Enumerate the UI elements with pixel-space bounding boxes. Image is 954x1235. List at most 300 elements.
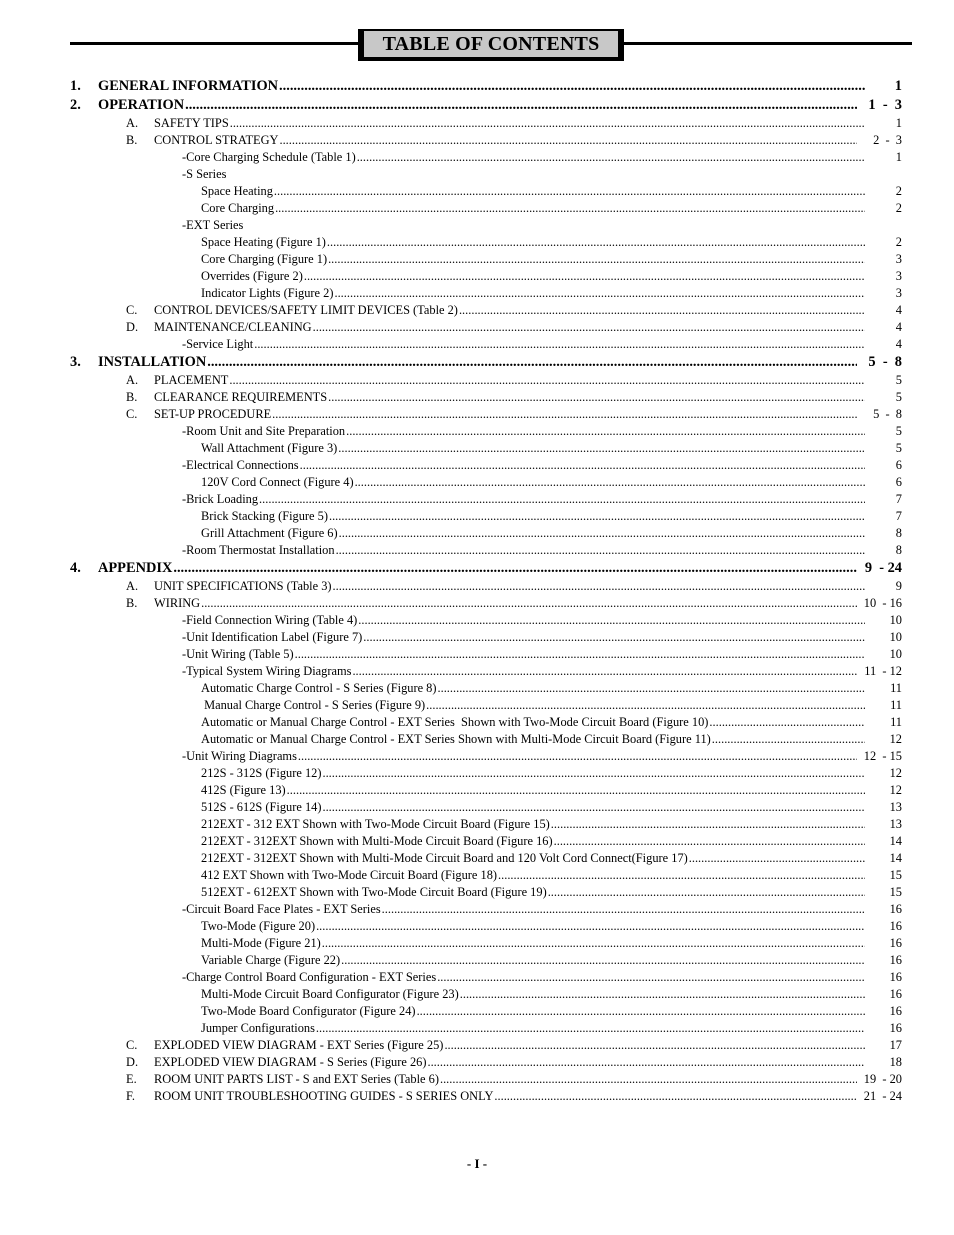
toc-entry[interactable] [0,337,954,354]
dot-leader [185,97,857,114]
toc-entry-title: UNIT SPECIFICATIONS (Table 3) [154,579,332,593]
toc-entry-text-wrap [201,441,866,456]
toc-entry-text-wrap [182,970,866,985]
toc-entry[interactable] [0,1072,954,1089]
toc-entry[interactable] [0,1055,954,1072]
toc-entry-page: 10 [889,630,902,644]
toc-entry[interactable] [0,987,954,1004]
toc-entry[interactable] [0,441,954,458]
toc-entry-text-wrap [201,681,866,696]
dot-leader [417,1004,865,1019]
toc-entry-page: 16 [889,919,902,933]
toc-entry[interactable] [0,1021,954,1038]
dot-leader [207,354,857,371]
toc-entry-text-wrap [201,252,866,267]
toc-entry[interactable] [0,834,954,851]
dot-leader [382,902,865,917]
toc-entry-text-wrap [201,475,866,490]
toc-entry-text-wrap [201,732,866,747]
toc-entry-title: -Brick Loading [182,492,259,506]
toc-entry-page: 16 [889,1004,902,1018]
toc-entry-page: 2 - 3 [873,133,902,147]
toc-entry[interactable] [0,681,954,698]
toc-entry-title: 512S - 612S (Figure 14) [201,800,322,814]
toc-entry-text-wrap [201,1021,866,1036]
toc-entry-text-wrap [154,596,858,611]
toc-entry-text-wrap [201,953,866,968]
toc-entry-title: EXPLODED VIEW DIAGRAM - S Series (Figure 26) [154,1055,427,1069]
toc-entry[interactable] [0,407,954,424]
toc-entry-title: -Unit Wiring (Table 5) [182,647,294,661]
page-number-footer: - I - [466,1156,488,1171]
toc-entry[interactable] [0,373,954,390]
toc-entry-title: GENERAL INFORMATION [98,78,279,94]
toc-entry-title: 212EXT - 312 EXT Shown with Two-Mode Circuit Board (Figure 15) [201,817,550,831]
dot-leader [327,235,865,250]
toc-entry[interactable] [0,526,954,543]
toc-entry-page: 19 - 20 [863,1072,902,1086]
toc-entry-title: -Electrical Connections [182,458,299,472]
toc-entry-number: C. [126,407,138,421]
toc-entry-page: 13 [889,800,902,814]
toc-entry-page: 16 [889,953,902,967]
toc-entry-title: Core Charging [201,201,275,215]
toc-entry-page: 8 [895,526,902,540]
dot-leader [322,800,865,815]
dot-leader [254,337,865,352]
dot-leader [272,407,857,422]
toc-entry-title: Jumper Configurations [201,1021,315,1035]
toc-entry-title: SAFETY TIPS [154,116,229,130]
toc-entry-text-wrap [201,509,866,524]
toc-entry-title: CLEARANCE REQUIREMENTS [154,390,328,404]
toc-entry-title: 212S - 312S (Figure 12) [201,766,322,780]
toc-entry-text-wrap [182,424,866,439]
toc-entry-title: -Circuit Board Face Plates - EXT Series [182,902,381,916]
toc-entry[interactable] [0,184,954,201]
toc-entry-page: 3 [895,252,902,266]
toc-entry-title: -Room Thermostat Installation [182,543,335,557]
toc-entry-page: 5 [895,424,902,438]
toc-entry[interactable] [0,919,954,936]
toc-entry-title: 212EXT - 312EXT Shown with Multi-Mode Circuit Board (Figure 16) [201,834,553,848]
toc-entry-page: 16 [889,936,902,950]
toc-entry-title: ROOM UNIT TROUBLESHOOTING GUIDES - S SERIES ONLY [154,1089,494,1103]
toc-entry-title: -Charge Control Board Configuration - EXT Series [182,970,437,984]
toc-entry[interactable] [0,936,954,953]
toc-entry-page: 5 [895,373,902,387]
dot-leader [498,868,865,883]
toc-entry-page: 10 [889,647,902,661]
toc-entry-text-wrap [154,373,866,388]
toc-entry-page: 7 [895,492,902,506]
dot-leader [427,1055,865,1070]
dot-leader [173,560,857,577]
toc-entry-text-wrap [98,560,858,577]
toc-entry-page: 11 [890,715,902,729]
toc-entry-title: 212EXT - 312EXT Shown with Multi-Mode Circuit Board and 120 Volt Cord Connect(Figure 17) [201,851,688,865]
toc-entry-page: 11 [890,681,902,695]
toc-entry-text-wrap [201,834,866,849]
dot-leader [338,441,865,456]
dot-leader [426,698,865,713]
toc-entry-number: 4. [70,560,81,576]
toc-entry[interactable] [0,303,954,320]
toc-entry-text-wrap [182,337,866,352]
dot-leader [328,252,865,267]
dot-leader [358,613,865,628]
toc-entry[interactable] [0,647,954,664]
toc-entry[interactable] [0,269,954,286]
toc-entry-number: 1. [70,78,81,94]
toc-entry-number: C. [126,303,138,317]
dot-leader [287,783,865,798]
toc-entry-title: -Unit Wiring Diagrams [182,749,297,763]
dot-leader [709,715,865,730]
toc-entry[interactable] [0,201,954,218]
toc-entry-page: 12 - 15 [863,749,902,763]
toc-entry-title: Multi-Mode (Figure 21) [201,936,321,950]
toc-entry-page: 2 [895,184,902,198]
toc-entry[interactable] [0,390,954,407]
toc-entry-page: 15 [889,885,902,899]
toc-entry-number: D. [126,1055,139,1069]
toc-entry[interactable] [0,868,954,885]
dot-leader [437,970,865,985]
toc-entry[interactable] [0,78,954,97]
dot-leader [438,681,865,696]
page-title: TABLE OF CONTENTS [382,32,600,55]
dot-leader [300,458,865,473]
dot-leader [279,78,865,95]
toc-entry-number: F. [126,1089,135,1103]
toc-entry-page: 1 - 3 [868,97,902,113]
dot-leader [322,936,865,951]
toc-entry-page: 11 [890,698,902,712]
toc-entry-title: Manual Charge Control - S Series (Figure 9) [201,698,426,712]
toc-entry-text-wrap [154,579,866,594]
toc-entry-page: 1 [895,150,902,164]
toc-entry-text-wrap [98,354,858,371]
toc-entry-text-wrap [154,1055,866,1070]
toc-entry[interactable] [0,218,954,235]
toc-entry-number: B. [126,596,138,610]
toc-entry-title: PLACEMENT [154,373,229,387]
toc-list [0,78,954,1106]
dot-leader [336,543,865,558]
toc-entry-text-wrap [182,458,866,473]
toc-entry-title: 412S (Figure 13) [201,783,286,797]
dot-leader [459,303,865,318]
toc-entry-number: C. [126,1038,138,1052]
toc-entry-title: Indicator Lights (Figure 2) [201,286,334,300]
toc-entry[interactable] [0,150,954,167]
toc-entry-title: Multi-Mode Circuit Board Configurator (Figure 23) [201,987,459,1001]
toc-entry-text-wrap [98,78,866,95]
dot-leader [328,390,865,405]
dot-leader [554,834,865,849]
toc-entry[interactable] [0,492,954,509]
toc-entry[interactable] [0,116,954,133]
dot-leader [333,579,865,594]
toc-entry-page: 4 [895,320,902,334]
dot-leader [316,919,865,934]
toc-entry-title: Wall Attachment (Figure 3) [201,441,338,455]
toc-entry[interactable] [0,424,954,441]
dot-leader [316,1021,865,1036]
toc-entry-title: Overrides (Figure 2) [201,269,303,283]
dot-leader [551,817,865,832]
toc-entry-page: 1 [894,78,902,94]
toc-entry-title: 412 EXT Shown with Two-Mode Circuit Board (Figure 18) [201,868,498,882]
toc-entry-page: 2 [895,201,902,215]
toc-entry-page: 8 [895,543,902,557]
toc-entry-text-wrap [182,749,858,764]
toc-entry[interactable] [0,475,954,492]
toc-entry-text-wrap [182,218,866,233]
toc-entry-title: Grill Attachment (Figure 6) [201,526,338,540]
toc-entry-page: 18 [889,1055,902,1069]
toc-entry-page: 16 [889,1021,902,1035]
toc-entry-text-wrap [154,407,858,422]
toc-entry[interactable] [0,167,954,184]
toc-entry-title: ROOM UNIT PARTS LIST - S and EXT Series (Table 6) [154,1072,439,1086]
toc-entry-number: B. [126,390,138,404]
dot-leader [352,664,857,679]
toc-entry-page: 16 [889,970,902,984]
toc-entry-title: -EXT Series [182,218,244,232]
toc-entry-title: Automatic or Manual Charge Control - EXT Series Shown with Two-Mode Circuit Board (Figure 10) [201,715,709,729]
toc-entry-title: CONTROL STRATEGY [154,133,279,147]
toc-entry-text-wrap [201,919,866,934]
toc-entry-title: APPENDIX [98,560,173,576]
toc-entry-page: 6 [895,475,902,489]
toc-entry-number: A. [126,579,139,593]
toc-entry-title: Space Heating (Figure 1) [201,235,326,249]
toc-entry[interactable] [0,851,954,868]
dot-leader [295,647,865,662]
toc-entry[interactable] [0,613,954,630]
toc-entry-text-wrap [201,800,866,815]
toc-entry-text-wrap [201,698,866,713]
toc-entry-text-wrap [98,97,858,114]
dot-leader [548,885,865,900]
dot-leader [440,1072,857,1087]
toc-entry-number: D. [126,320,139,334]
toc-entry-text-wrap [201,936,866,951]
toc-entry-title: -Service Light [182,337,254,351]
toc-entry[interactable] [0,1004,954,1021]
toc-entry-title: SET-UP PROCEDURE [154,407,272,421]
toc-entry-page: 16 [889,902,902,916]
toc-entry-number: A. [126,116,139,130]
toc-entry[interactable] [0,354,954,373]
toc-entry-page: 9 - 24 [864,560,902,576]
toc-entry[interactable] [0,97,954,116]
toc-entry-page: 14 [889,851,902,865]
toc-entry-text-wrap [201,868,866,883]
toc-entry-title: -Unit Identification Label (Figure 7) [182,630,363,644]
dot-leader [275,201,865,216]
toc-entry-text-wrap [201,184,866,199]
toc-entry-title: -Core Charging Schedule (Table 1) [182,150,356,164]
toc-entry-text-wrap [154,303,866,318]
toc-entry-title: Variable Charge (Figure 22) [201,953,341,967]
toc-entry[interactable] [0,885,954,902]
toc-entry-page: 10 - 16 [863,596,902,610]
toc-entry[interactable] [0,715,954,732]
dot-leader [444,1038,865,1053]
dot-leader [322,766,865,781]
toc-entry-text-wrap [154,1038,866,1053]
toc-entry-text-wrap [182,150,866,165]
toc-entry-text-wrap [154,320,866,335]
dot-leader [279,133,857,148]
toc-entry-text-wrap [201,817,866,832]
toc-entry-text-wrap [154,133,858,148]
dot-leader [259,492,865,507]
toc-entry-text-wrap [182,664,858,679]
toc-entry-number: B. [126,133,138,147]
toc-entry-page: 5 - 8 [873,407,902,421]
toc-entry-text-wrap [201,715,866,730]
toc-entry-page: 1 [895,116,902,130]
toc-entry[interactable] [0,766,954,783]
toc-entry-text-wrap [201,885,866,900]
toc-entry[interactable] [0,543,954,560]
toc-entry[interactable] [0,953,954,970]
toc-entry-page: 21 - 24 [863,1089,902,1103]
toc-entry-page: 15 [889,868,902,882]
toc-entry-title: EXPLODED VIEW DIAGRAM - EXT Series (Figure 25) [154,1038,444,1052]
header-rule-left [70,42,362,45]
dot-leader [341,953,865,968]
toc-entry-page: 4 [895,303,902,317]
toc-entry[interactable] [0,1089,954,1106]
toc-entry[interactable] [0,732,954,749]
toc-entry-page: 14 [889,834,902,848]
toc-entry-number: 3. [70,354,81,370]
toc-entry-text-wrap [201,269,866,284]
toc-entry-page: 6 [895,458,902,472]
dot-leader [357,150,865,165]
toc-entry[interactable] [0,630,954,647]
toc-entry-page: 12 [889,783,902,797]
toc-entry-title: Automatic Charge Control - S Series (Figure 8) [201,681,437,695]
toc-entry-page: 3 [895,286,902,300]
header-rule-right [622,42,912,45]
toc-entry[interactable] [0,817,954,834]
toc-entry[interactable] [0,579,954,596]
toc-entry[interactable] [0,749,954,766]
toc-entry[interactable] [0,235,954,252]
toc-entry-page: 5 [895,441,902,455]
toc-entry-page: 7 [895,509,902,523]
toc-entry-text-wrap [182,902,866,917]
toc-entry-text-wrap [182,647,866,662]
toc-entry-text-wrap [201,987,866,1002]
toc-entry[interactable] [0,458,954,475]
toc-entry-text-wrap [154,116,866,131]
toc-entry[interactable] [0,698,954,715]
dot-leader [689,851,865,866]
dot-leader [339,526,865,541]
toc-entry[interactable] [0,509,954,526]
toc-entry-text-wrap [201,783,866,798]
toc-entry-title: CONTROL DEVICES/SAFETY LIMIT DEVICES (Table 2) [154,303,458,317]
toc-entry-title: 120V Cord Connect (Figure 4) [201,475,354,489]
toc-entry-title: OPERATION [98,97,185,113]
title-box [362,29,620,59]
toc-entry-text-wrap [182,630,866,645]
toc-entry-page: 16 [889,987,902,1001]
toc-entry-text-wrap [154,390,866,405]
toc-entry-title: Core Charging (Figure 1) [201,252,328,266]
toc-entry[interactable] [0,286,954,303]
toc-entry-title: Space Heating [201,184,273,198]
toc-entry-page: 4 [895,337,902,351]
dot-leader [346,424,865,439]
toc-entry-page: 10 [889,613,902,627]
toc-entry[interactable] [0,133,954,150]
toc-entry-text-wrap [201,235,866,250]
toc-entry[interactable] [0,560,954,579]
dot-leader [712,732,865,747]
toc-entry[interactable] [0,783,954,800]
toc-entry-text-wrap [201,201,866,216]
toc-entry-title: MAINTENANCE/CLEANING [154,320,312,334]
toc-entry-title: Brick Stacking (Figure 5) [201,509,328,523]
dot-leader [329,509,865,524]
toc-entry[interactable] [0,596,954,613]
toc-entry-text-wrap [201,1004,866,1019]
toc-entry-title: INSTALLATION [98,354,207,370]
toc-entry-number: E. [126,1072,137,1086]
toc-entry[interactable] [0,664,954,681]
dot-leader [363,630,865,645]
toc-entry-text-wrap [201,766,866,781]
toc-entry-number: 2. [70,97,81,113]
toc-entry-page: 2 [895,235,902,249]
toc-entry[interactable] [0,970,954,987]
toc-entry-title: WIRING [154,596,201,610]
toc-entry[interactable] [0,320,954,337]
toc-entry-title: Two-Mode Board Configurator (Figure 24) [201,1004,416,1018]
toc-entry-page: 5 [895,390,902,404]
toc-entry-title: -S Series [182,167,227,181]
toc-entry-number: A. [126,373,139,387]
toc-entry[interactable] [0,1038,954,1055]
dot-leader [494,1089,857,1104]
toc-entry-text-wrap [201,526,866,541]
dot-leader [298,749,857,764]
toc-entry-text-wrap [182,167,866,182]
dot-leader [304,269,865,284]
toc-entry-page: 12 [889,732,902,746]
dot-leader [201,596,857,611]
toc-entry-page: 5 - 8 [868,354,902,370]
toc-entry-title: 512EXT - 612EXT Shown with Two-Mode Circuit Board (Figure 19) [201,885,547,899]
toc-entry-title: Two-Mode (Figure 20) [201,919,316,933]
toc-entry-text-wrap [154,1089,858,1104]
toc-entry-text-wrap [182,492,866,507]
dot-leader [334,286,865,301]
toc-entry-text-wrap [201,286,866,301]
dot-leader [229,373,865,388]
toc-entry[interactable] [0,902,954,919]
toc-entry[interactable] [0,800,954,817]
toc-entry[interactable] [0,252,954,269]
